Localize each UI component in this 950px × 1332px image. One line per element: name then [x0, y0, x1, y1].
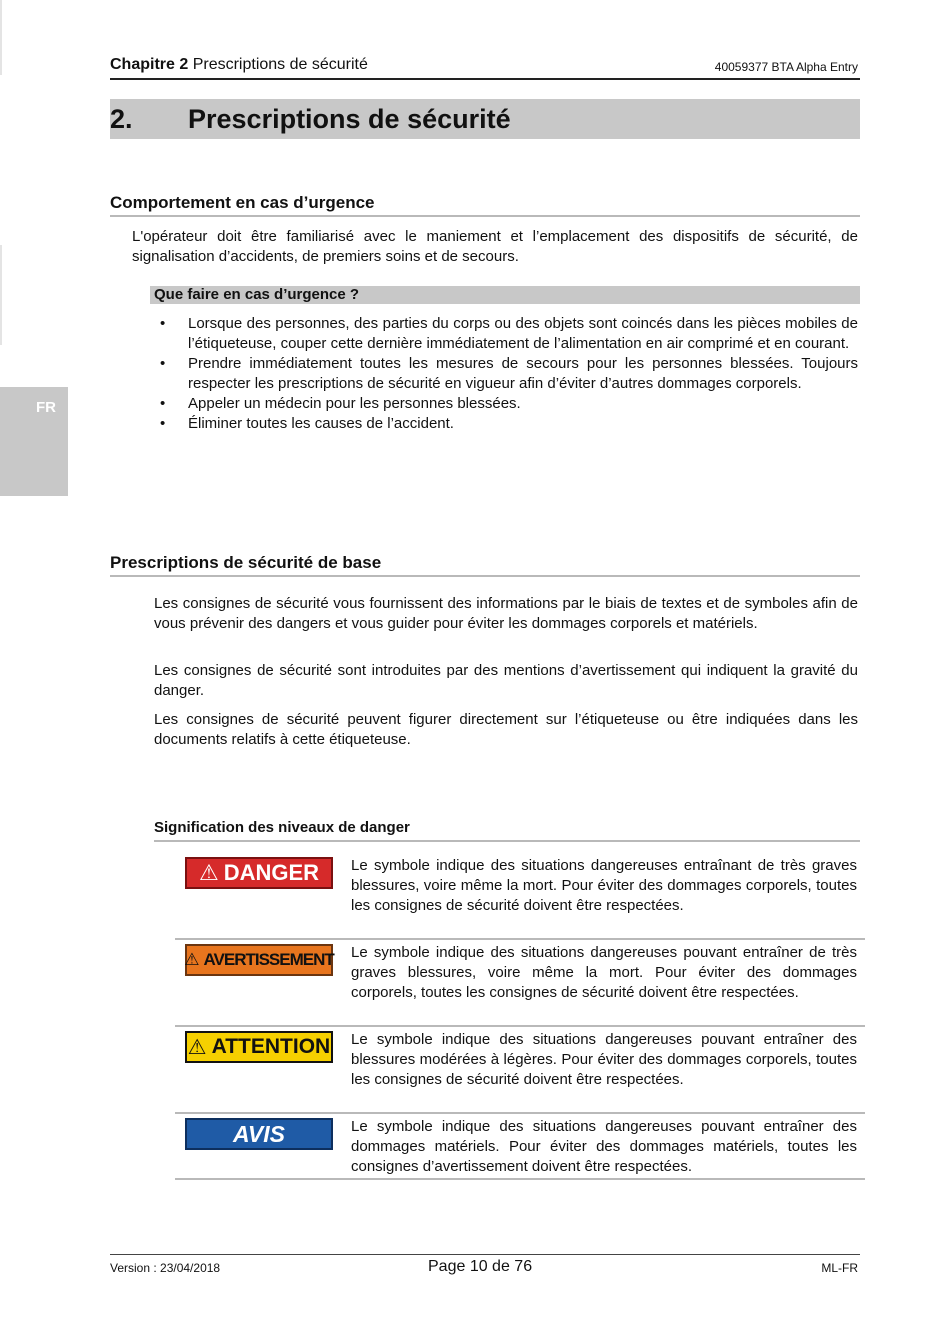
language-tab-label: FR: [36, 399, 56, 416]
section-rule: [110, 215, 860, 217]
basics-paragraph: Les consignes de sécurité vous fournissent des informations par le biais de textes et de symboles afin de vous prévenir des dangers et vous guider pour éviter les dommages corporels et matériels.: [154, 595, 858, 632]
side-margin-mark: [0, 0, 2, 75]
list-item-text: Appeler un médecin pour les personnes blessées.: [188, 395, 521, 412]
warning-triangle-icon: ⚠: [184, 950, 199, 969]
footer-code: ML-FR: [821, 1261, 858, 1275]
danger-level-table: [175, 853, 865, 1180]
header-rule: [110, 78, 860, 80]
danger-description: Le symbole indique des situations dangereuses entraînant de très graves blessures, voire même la mort. Pour éviter des dommages corporels, toutes les consignes de sécurité doivent être respectées.: [351, 857, 857, 914]
warning-badge: ⚠ AVERTISSEMENT: [185, 944, 333, 976]
emergency-heading: Comportement en cas d’urgence: [110, 193, 375, 212]
warning-triangle-icon: ⚠: [198, 860, 219, 885]
bullet-icon: •: [160, 395, 166, 412]
levels-heading: Signification des niveaux de danger: [154, 819, 410, 836]
list-item: [154, 354, 858, 394]
list-item: [154, 414, 858, 434]
chapter-number: 2.: [110, 104, 133, 134]
basics-heading: Prescriptions de sécurité de base: [110, 553, 382, 572]
section-rule: [110, 575, 860, 577]
table-row: [175, 853, 865, 940]
basics-paragraph: Les consignes de sécurité sont introduites par des mentions d’avertissement qui indiquent la gravité du danger.: [154, 662, 858, 699]
section-rule: [154, 840, 860, 842]
bullet-icon: •: [160, 415, 166, 432]
table-row: [175, 1027, 865, 1114]
danger-badge: ⚠ DANGER: [185, 857, 333, 889]
bullet-icon: •: [160, 315, 166, 332]
list-item: [154, 394, 858, 414]
chapter-title: Prescriptions de sécurité: [188, 104, 511, 134]
footer-version: Version : 23/04/2018: [110, 1261, 221, 1275]
header-chapter-label: Chapitre 2: [110, 56, 189, 73]
list-item-text: Éliminer toutes les causes de l’accident.: [188, 415, 454, 432]
list-item: [154, 314, 858, 354]
emergency-bullet-list: [154, 314, 858, 434]
notice-badge: AVIS: [185, 1118, 333, 1150]
language-tab: [0, 387, 68, 496]
header-doc-ref: 40059377 BTA Alpha Entry: [714, 60, 858, 74]
emergency-sub-heading: Que faire en cas d’urgence ?: [154, 286, 360, 303]
notice-description: Le symbole indique des situations dangereuses pouvant entraîner des dommages matériels. Pour éviter des dommages matériels, toutes les consignes d’avertissement doivent être respectées.: [351, 1118, 857, 1175]
bullet-icon: •: [160, 355, 166, 372]
list-item-text: Prendre immédiatement toutes les mesures de secours pour les personnes blessées. Toujours respecter les prescriptions de sécurité en vigueur afin d’éviter d’autres dommages corporels.: [188, 355, 858, 392]
footer-rule: [110, 1254, 860, 1255]
footer-page-number: Page 10 de 76: [428, 1258, 533, 1275]
list-item-text: Lorsque des personnes, des parties du corps ou des objets sont coincés dans les pièces mobiles de l’étiqueteuse, couper cette dernière immédiatement de l’alimentation en air comprimé et en courant.: [188, 315, 858, 352]
running-header-chapter: [110, 56, 368, 74]
side-margin-mark: [0, 245, 2, 345]
table-row: [175, 940, 865, 1027]
caution-badge: ⚠ ATTENTION: [185, 1031, 333, 1063]
header-chapter-name: Prescriptions de sécurité: [192, 56, 368, 73]
caution-description: Le symbole indique des situations dangereuses pouvant entraîner des blessures modérées à légères. Pour éviter des dommages corporels, toutes les consignes de sécurité doivent être respectées.: [351, 1031, 857, 1088]
warning-description: Le symbole indique des situations dangereuses pouvant entraîner de très graves blessures, voire même la mort. Pour éviter des dommages corporels, toutes les consignes de sécurité doivent être respectées.: [351, 944, 857, 1001]
warning-triangle-icon: ⚠: [187, 1035, 207, 1059]
emergency-intro: L'opérateur doit être familiarisé avec le maniement et l’emplacement des dispositifs de sécurité, de signalisation d’accidents, de premiers soins et de secours.: [132, 228, 858, 265]
table-row: [175, 1114, 865, 1180]
basics-paragraph: Les consignes de sécurité peuvent figurer directement sur l’étiqueteuse ou être indiquées dans les documents relatifs à cette étiqueteuse.: [154, 711, 858, 748]
